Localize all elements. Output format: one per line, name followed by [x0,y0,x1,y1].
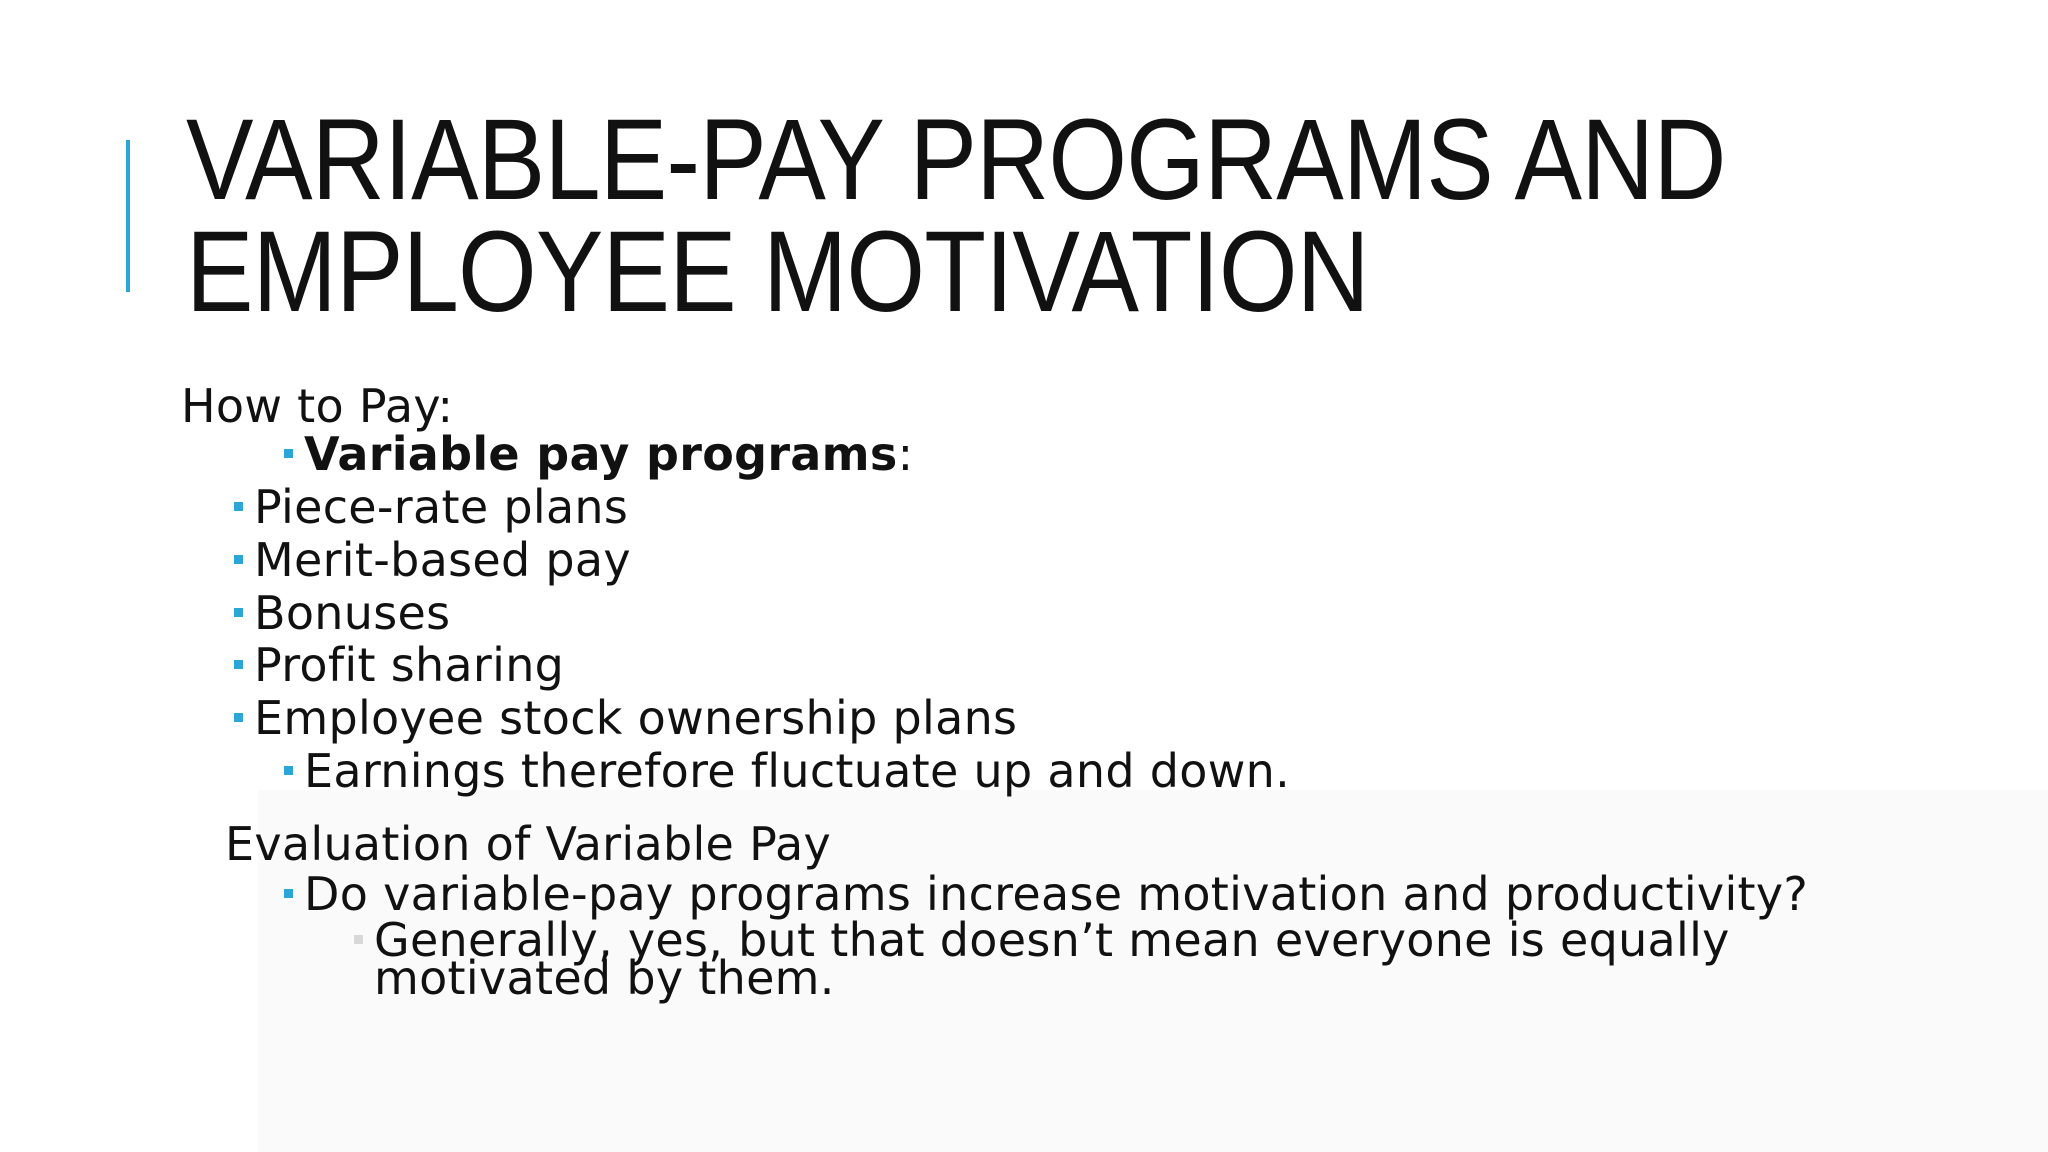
list-item-text: Employee stock ownership plans [254,691,1018,745]
list-item-merit-based [234,534,631,586]
square-bullet-icon [234,555,243,564]
title-accent-bar [126,140,130,292]
heading-evaluation [225,818,831,870]
heading-how-to-pay [181,380,453,432]
square-bullet-icon [284,766,293,775]
variable-pay-label: Variable pay programs [304,427,898,481]
heading-how-to-pay-text: How to Pay: [181,379,454,433]
slide-title [186,96,1726,336]
list-item-text: Merit-based pay [254,533,631,587]
square-bullet-icon [284,449,293,458]
list-item-variable-pay-programs [284,428,913,480]
square-bullet-icon [234,608,243,617]
title-line-2: EMPLOYEE MOTIVATION [186,208,1369,336]
title-line-1: VARIABLE-PAY PROGRAMS AND [186,96,1726,224]
square-bullet-icon [234,502,243,511]
square-bullet-icon [234,713,243,722]
list-item-earnings [284,745,1290,797]
square-bullet-icon [354,935,363,944]
list-item-text: Profit sharing [254,638,565,692]
list-item-text: Generally, yes, but that doesn’t mean everyone is equally [374,913,1730,967]
list-item-profit-sharing [234,639,564,691]
list-item-answer-continued [374,951,835,1005]
list-item-text: Earnings therefore fluctuate up and down. [304,744,1291,798]
list-item-piece-rate [234,481,628,533]
list-item-text: Piece-rate plans [254,480,629,534]
heading-evaluation-text: Evaluation of Variable Pay [225,817,832,871]
list-item-text: Do variable-pay programs increase motivation and productivity? [304,867,1809,921]
list-item-employee-stock [234,692,1017,744]
square-bullet-icon [284,889,293,898]
square-bullet-icon [234,660,243,669]
list-item-text: motivated by them. [374,951,835,1005]
variable-pay-colon: : [897,427,914,481]
list-item-text: Bonuses [254,586,451,640]
list-item-bonuses [234,587,450,639]
